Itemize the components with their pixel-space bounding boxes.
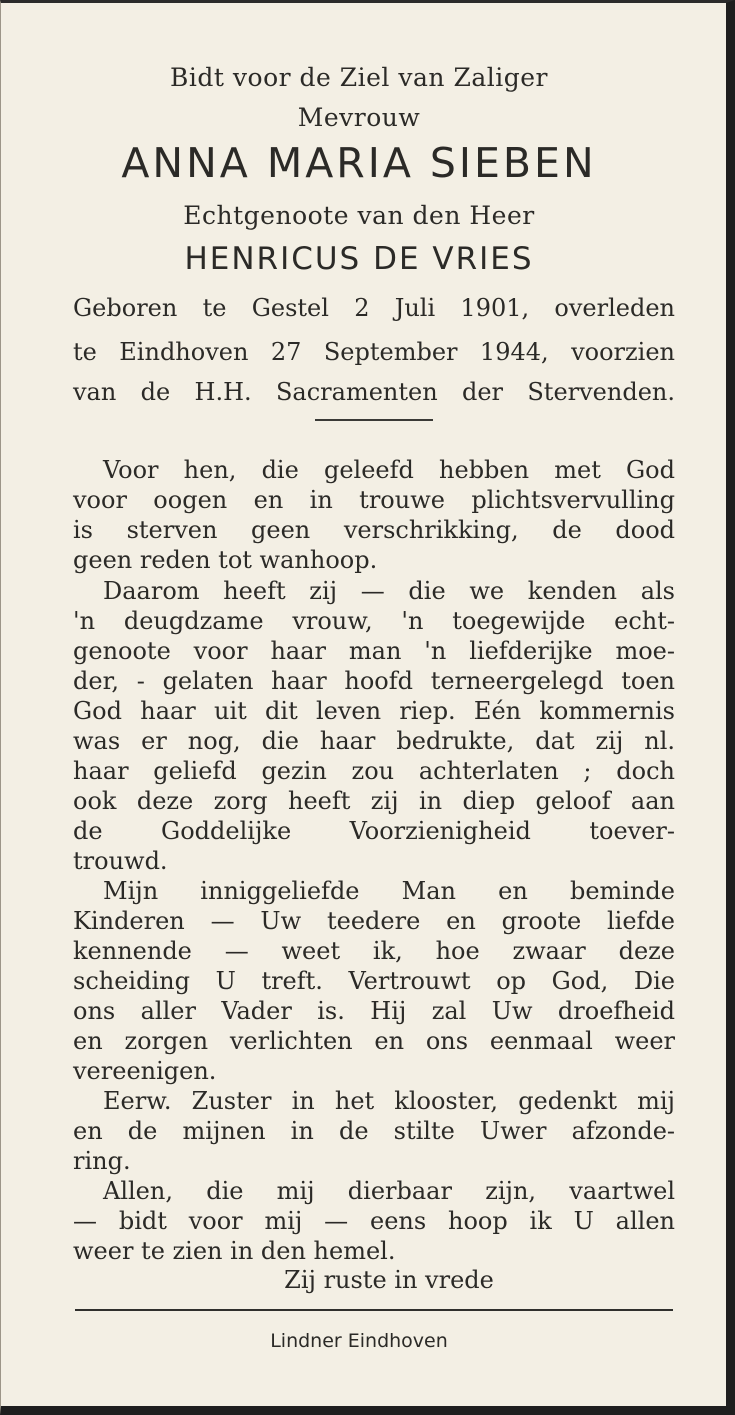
body-line: ook deze zorg heeft zij in diep geloof aan [73,787,675,815]
divider-rule [75,1309,673,1311]
body-line: Daarom heeft zij — die we kenden als [103,577,675,605]
body-line: en zorgen verlichten en ons eenmaal weer [73,1027,675,1055]
body-line: geen reden tot wanhoop. [73,546,378,574]
husband-name: HENRICUS DE VRIES [184,241,534,277]
closing-line: Zij ruste in vrede [284,1266,494,1294]
divider-short [315,419,433,421]
body-line: kennende — weet ik, hoe zwaar deze [73,937,675,965]
body-line: 'n deugdzame vrouw, 'n toegewijde echt- [73,607,675,635]
body-line: — bidt voor mij — eens hoop ik U allen [73,1207,675,1235]
body-line: ons aller Vader is. Hij zal Uw droefheid [73,997,675,1025]
bio-line: te Eindhoven 27 September 1944, voorzien [73,338,675,366]
body-line: der, - gelaten haar hoofd terneergelegd toen [73,667,675,695]
body-line: weer te zien in den hemel. [73,1237,396,1265]
body-line: ring. [73,1147,131,1175]
body-line: God haar uit dit leven riep. Eén kommernis [73,697,675,725]
body-line: vereenigen. [73,1057,217,1085]
body-line: genoote voor haar man 'n liefderijke moe- [73,637,675,665]
deceased-name: ANNA MARIA SIEBEN [121,139,597,187]
prayer-heading: Bidt voor de Ziel van Zaliger [170,63,548,92]
body-line: Voor hen, die geleefd hebben met God [103,456,675,484]
body-line: de Goddelijke Voorzienigheid toever- [73,817,675,845]
body-line: Allen, die mij dierbaar zijn, vaartwel [103,1177,675,1205]
body-line: was er nog, die haar bedrukte, dat zij nl. [73,727,675,755]
body-line: haar geliefd gezin zou achterlaten ; doch [73,757,675,785]
body-line: en de mijnen in de stilte Uwer afzonde- [73,1117,675,1145]
printer-imprint: Lindner Eindhoven [270,1330,448,1352]
body-line: Mijn inniggeliefde Man en beminde [103,877,675,905]
body-line: scheiding U treft. Vertrouwt op God, Die [73,967,675,995]
body-line: Eerw. Zuster in het klooster, gedenkt mij [103,1087,675,1115]
body-line: Kinderen — Uw teedere en groote liefde [73,907,675,935]
spouse-relation: Echtgenoote van den Heer [183,201,535,230]
bio-line: van de H.H. Sacramenten der Stervenden. [73,378,675,406]
bio-line: Geboren te Gestel 2 Juli 1901, overleden [73,294,675,322]
title-mevrouw: Mevrouw [297,103,421,132]
body-line: voor oogen en in trouwe plichtsvervulling [73,486,675,514]
body-line: trouwd. [73,847,168,875]
body-line: is sterven geen verschrikking, de dood [73,516,675,544]
